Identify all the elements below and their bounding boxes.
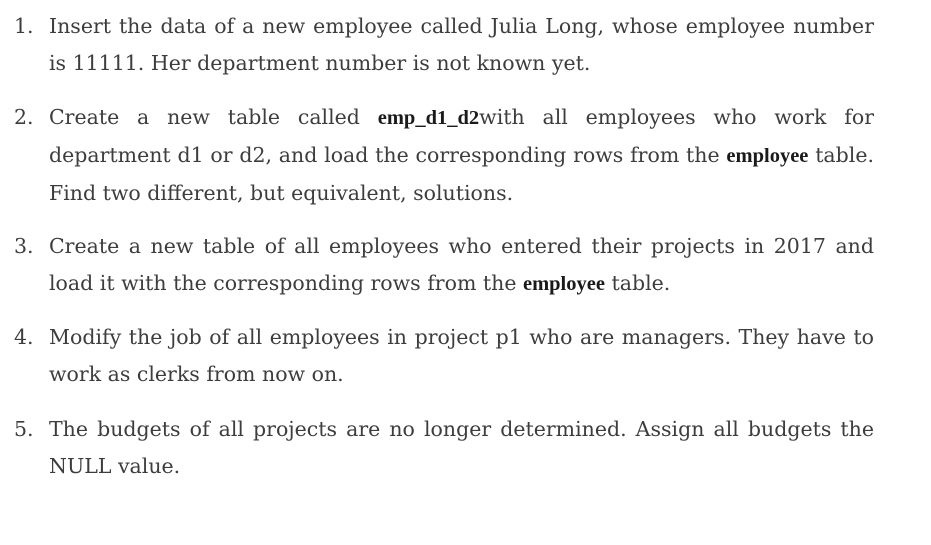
item-text: The budgets of all projects are no longer determined. Assign all budgets the NULL value. [49, 417, 874, 478]
item-number: 4. [14, 325, 34, 349]
list-item-2 [14, 99, 874, 212]
item-text [49, 228, 874, 303]
list-item-3 [14, 228, 874, 303]
item-number: 5. [14, 417, 34, 441]
item-text: Modify the job of all employees in project p1 who are managers. They have to work as clerks from now on. [49, 325, 874, 386]
list-item-5 [14, 411, 874, 485]
item-text-part: table. [604, 271, 671, 295]
list-item-1 [14, 8, 874, 82]
item-text: Insert the data of a new employee called Julia Long, whose employee number is 11111. Her department number is not known yet. [49, 14, 874, 75]
list-item-4 [14, 319, 874, 393]
item-number: 1. [14, 14, 34, 38]
item-text-part: Create a new table of all employees who entered their projects in 2017 and load it with the corresponding rows from the [49, 234, 874, 295]
table-name-bold: employee [726, 145, 809, 167]
item-number: 3. [14, 234, 34, 258]
item-text-part: with all employees who work for department d1 or d2, and load the corresponding rows from the [49, 105, 874, 167]
item-number: 2. [14, 105, 34, 129]
table-name-bold: emp_d1_d2 [377, 107, 480, 129]
table-name-bold: employee [522, 273, 605, 295]
item-text [49, 99, 874, 212]
item-text-part: Create a new table called [49, 105, 378, 129]
item-text-part: table. Find two different, but equivalent, solutions. [49, 143, 874, 205]
